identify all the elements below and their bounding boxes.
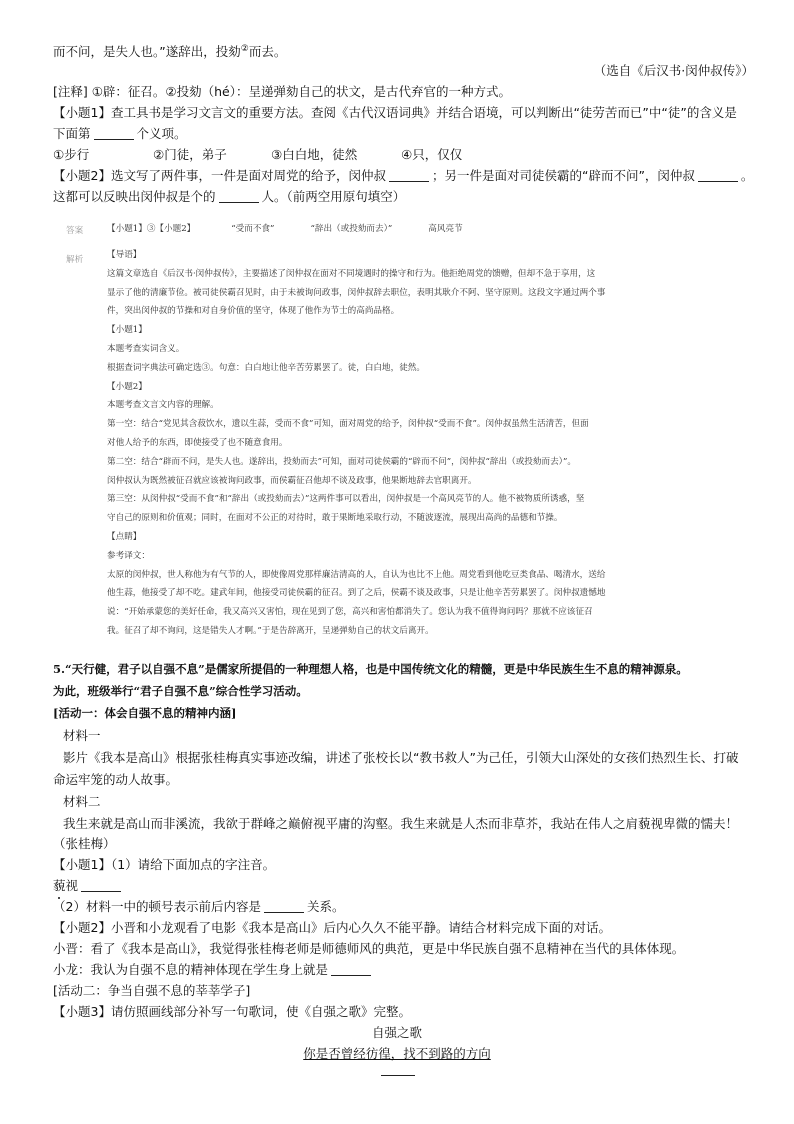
analysis-line: 我。征召了却不询问，这是错失人才啊。”于是告辞离开，呈递弹劾自己的状文后离开。	[107, 626, 434, 636]
question-2-part-d: 这都可以反映出闵仲叔是个的	[53, 189, 216, 204]
material-2-author: （张桂梅）	[53, 836, 116, 851]
analysis-line: 守自己的原则和价值观；同时，在面对不公正的对待时，敢于果断地采取行动，不随波逐流，展现出高尚的品德和节操。	[107, 513, 563, 524]
q5-question-1: 【小题1】（1）请给下面加点的字注音。	[53, 857, 276, 872]
question-1-line2	[53, 124, 754, 143]
analysis-line: 这篇文章选自《后汉书·闵仲叔传》，主要描述了闵仲叔在面对不同境遇时的操守和行为。他拒绝周党的馈赠，但却不急于享用，这	[107, 268, 596, 279]
option-1: ①步行	[53, 147, 90, 162]
pinyin-word-row	[53, 876, 754, 895]
analysis-line: 第一空：结合“党见其含菽饮水，遗以生蒜，受而不食”可知，面对周党的给予，闵仲叔“受而不食”。闵仲叔虽然生活清苦，但面	[107, 419, 589, 430]
activity-1-heading: [活动一：体会自强不息的精神内涵]	[53, 706, 237, 720]
answer-blank[interactable]	[219, 190, 259, 203]
sub2-prefix: （2）材料一中的顿号表示前后内容是	[53, 899, 261, 914]
analysis-line: 显示了他的清廉节俭。被司徒侯霸召见时，由于未被询问政事，闵仲叔辞去职位，表明其耿介不阿、坚守原则。这段文字通过两个事	[107, 287, 606, 298]
analysis-line: 【导语】	[107, 250, 142, 260]
material-1-text: 影片《我本是高山》根据张桂梅真实事迹改编，讲述了张校长以“教书救人”为己任，引领大山深处的女孩们热烈生长、打破	[63, 750, 739, 765]
question-1-text: 【小题1】查工具书是学习文言文的重要方法。查阅《古代汉语词典》并结合语境，可以判断出“徒劳苦而已”中“徒”的含义是	[53, 105, 737, 120]
answer-item-2: “辞出（或投劾而去）”	[310, 224, 393, 234]
word-character: 视	[65, 878, 79, 893]
song-line: 你是否曾经彷徨，找不到路的方向	[303, 1046, 491, 1061]
question-2-line2	[53, 187, 754, 206]
song-title: 自强之歌	[371, 1025, 422, 1040]
analysis-line: 对他人给予的东西，即使接受了也不随意食用。	[107, 438, 288, 448]
answer-prefix: 【小题1】③【小题2】	[107, 224, 196, 234]
analysis-line: 第三空：从闵仲叔“受而不食”和“辞出（或投劾而去）”这两件事可以看出，闵仲叔是一个高风亮节的人。他不被物质所诱惑，坚	[107, 494, 585, 505]
analysis-line: 本题考查文言文内容的理解。	[107, 400, 219, 411]
q5-question-1-sub2	[53, 897, 754, 916]
question-1-suffix: 个义项。	[136, 126, 187, 141]
activity-2-heading: [活动二：争当自强不息的莘莘学子]	[53, 983, 251, 998]
note-marker: ②	[240, 44, 249, 54]
q5-intro-2: 为此，班级举行“君子自强不息”综合性学习活动。	[53, 684, 308, 698]
source-citation: （选自《后汉书·闵仲叔传》）	[593, 63, 754, 78]
options-row	[53, 145, 754, 164]
passage-end-line	[53, 40, 754, 61]
answer-line	[107, 220, 744, 239]
passage-text-end: 而去。	[248, 44, 287, 60]
analysis-line: 【小题2】	[107, 381, 147, 392]
answer-label: 答案	[66, 226, 84, 236]
analysis-line: 【点睛】	[107, 532, 142, 542]
analysis-line: 参考译文：	[107, 550, 150, 561]
answer-blank[interactable]	[331, 963, 371, 976]
analysis-line: 说：“开始承蒙您的美好任命，我又高兴又害怕，现在见到了您，高兴和害怕都消失了。您认为我不值得询问吗？那就不应该征召	[107, 607, 593, 618]
question-2-text	[53, 166, 754, 185]
answer-blank[interactable]	[81, 879, 121, 892]
answer-blank[interactable]	[389, 169, 429, 182]
analysis-line: 本题考查实词含义。	[107, 344, 185, 354]
option-4: ④只，仅仅	[401, 147, 463, 162]
song-answer-blank[interactable]	[381, 1075, 415, 1076]
option-3: ③白白地，徒然	[271, 147, 358, 162]
material-2-title: 材料二	[63, 794, 101, 809]
material-2-text: 我生来就是高山而非溪流，我欲于群峰之巅俯视平庸的沟壑。我生来就是人杰而非草芥，我站在伟人之肩藐视卑微的懦夫！	[63, 816, 739, 831]
dialogue-xiaojin: 小晋：看了《我本是高山》，我觉得张桂梅老师是师德师风的典范，更是中华民族自强不息精神在当代的具体体现。	[53, 941, 685, 956]
answer-blank[interactable]	[698, 169, 738, 182]
q5-question-3: 【小题3】请仿照画线部分补写一句歌词，使《自强之歌》完整。	[53, 1004, 411, 1019]
analysis-label: 解析	[66, 255, 84, 265]
analysis-line: 件，突出闵仲叔的节操和对自身价值的坚守，体现了他作为节士的高尚品格。	[107, 306, 400, 317]
sub2-suffix: 关系。	[306, 899, 345, 914]
analysis-line: 太原的闵仲叔，世人称他为有气节的人，即使像周党那样廉洁清高的人，自认为也比不上他。周党看到他吃豆类食品、喝清水，送给	[107, 569, 606, 580]
question-2-part-c: 。	[740, 168, 754, 183]
analysis-line: 【小题1】	[107, 325, 147, 336]
dialogue-xiaolong	[53, 960, 754, 979]
dialogue-xiaolong-text: 小龙：我认为自强不息的精神体现在学生身上就是	[53, 962, 329, 977]
q5-question-2: 【小题2】小晋和小龙观看了电影《我本是高山》后内心久久不能平静。请结合材料完成下面的对话。	[53, 920, 611, 935]
question-2-part-e: 人。（前两空用原句填空）	[261, 189, 406, 204]
q5-intro: 5.“天行健，君子以自强不息”是儒家所提倡的一种理想人格，也是中国传统文化的精髓，更是中华民族生生不息的精神源泉。	[53, 662, 688, 676]
question-2-part-a: 【小题2】选文写了两件事，一件是面对周党的给予，闵仲叔	[53, 168, 386, 183]
analysis-line: 他生蒜，他接受了却不吃。建武年间，他接受司徒侯霸的征召。到了之后，侯霸不谈及政事，只是让他辛苦劳累罢了。闵仲叔遗憾地	[107, 588, 606, 599]
answer-item-3: 高风亮节	[428, 224, 463, 234]
passage-text: 而不问，是失人也。”遂辞出，投劾	[53, 44, 241, 60]
option-2: ②门徒，弟子	[153, 147, 227, 162]
song-line-wrap	[0, 1044, 794, 1063]
analysis-line: 第二空：结合“辟而不问，是失人也。遂辞出，投劾而去”可知，面对司徒侯霸的“辟而不问”，闵仲叔“辞出（或投劾而去）”。	[107, 456, 576, 467]
dotted-character: 藐	[53, 878, 66, 893]
answer-item-1: “受而不食”	[231, 224, 275, 234]
annotation-notes: [注释] ①辟：征召。②投劾（hé）：呈递弹劾自己的状文，是古代弃官的一种方式。	[53, 84, 512, 99]
question-2-part-b: ；另一件是面对司徒侯霸的“辟而不问”，闵仲叔	[431, 168, 695, 183]
material-1-title: 材料一	[63, 728, 101, 743]
question-1-prefix: 下面第	[53, 126, 91, 141]
answer-blank[interactable]	[264, 900, 304, 913]
analysis-line: 根据查词字典法可确定选③。句意：白白地让他辛苦劳累罢了。徒，白白地，徒然。	[107, 362, 425, 373]
answer-blank[interactable]	[94, 127, 134, 140]
analysis-line: 闵仲叔认为既然被征召就应该被询问政事，而侯霸征召他却不谈及政事，他果断地辞去官职离开。	[107, 475, 477, 486]
material-1-text-2: 命运牢笼的动人故事。	[53, 772, 179, 787]
